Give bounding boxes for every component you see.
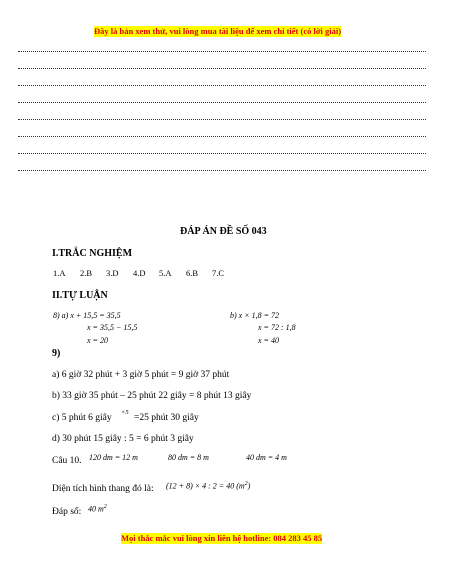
q9-answer: b) 33 giờ 35 phút – 25 phút 22 giây = 8 phút 13 giây	[52, 391, 252, 401]
final-answer-label: Đáp số:	[52, 507, 82, 517]
mc-answer: 3.D	[106, 268, 119, 278]
q9-multiplier: ×5	[121, 409, 129, 416]
section-heading-multiple-choice: I.TRẮC NGHIỆM	[52, 248, 133, 259]
q8a-line: x = 20	[87, 336, 108, 345]
q8b-line: b) x × 1,8 = 72	[230, 311, 280, 320]
dotted-answer-line	[18, 136, 426, 137]
dotted-answer-line	[18, 170, 426, 171]
section-heading-essay: II.TỰ LUẬN	[52, 290, 108, 301]
hotline-banner: Mọi thắc mắc vui lòng xin liên hệ hotline: 084 283 45 85	[121, 533, 323, 543]
q8a-line: x = 35,5 − 15,5	[87, 323, 138, 332]
q9-answer: a) 6 giờ 32 phút + 3 giờ 5 phút = 9 giờ 37 phút	[52, 370, 230, 380]
dotted-answer-line	[18, 119, 426, 120]
dotted-answer-line	[18, 51, 426, 52]
q10-conversion: 40 dm = 4 m	[246, 453, 287, 462]
mc-answer: 5.A	[159, 268, 172, 278]
mc-answer: 2.B	[80, 268, 93, 278]
area-formula: (12 + 8) × 4 : 2 = 40 $(m^2)$	[166, 481, 251, 491]
q8b-line: x = 40	[258, 336, 279, 345]
q9-answer: =25 phút 30 giây	[134, 413, 199, 423]
q8b-line: x = 72 : 1,8	[258, 323, 296, 332]
q8a-line: 8) a) x + 15,5 = 35,5	[53, 311, 121, 320]
mc-answer: 7.C	[212, 268, 225, 278]
mc-answer: 4.D	[133, 268, 146, 278]
final-answer-value: 40 $m^2$	[88, 504, 107, 514]
preview-notice-banner: Đây là bản xem thử, vui lòng mua tài liệu để xem chi tiết (có lời giải)	[94, 26, 342, 36]
dotted-answer-line	[18, 153, 426, 154]
dotted-answer-line	[18, 68, 426, 69]
q9-answer: c) 5 phút 6 giây	[52, 413, 112, 423]
page-title: ĐÁP ÁN ĐỀ SỐ 043	[180, 226, 267, 237]
q10-label: Câu 10.	[52, 456, 82, 466]
dotted-answer-line	[18, 85, 426, 86]
mc-answer: 6.B	[186, 268, 199, 278]
q10-conversion: 120 dm = 12 m	[89, 453, 138, 462]
q9-answer: d) 30 phút 15 giây : 5 = 6 phút 3 giây	[52, 434, 194, 444]
q10-conversion: 80 dm = 8 m	[168, 453, 209, 462]
dotted-answer-line	[18, 102, 426, 103]
area-label: Diện tích hình thang đó là:	[52, 484, 154, 494]
q9-label: 9)	[52, 348, 61, 359]
mc-answer: 1.A	[53, 268, 66, 278]
